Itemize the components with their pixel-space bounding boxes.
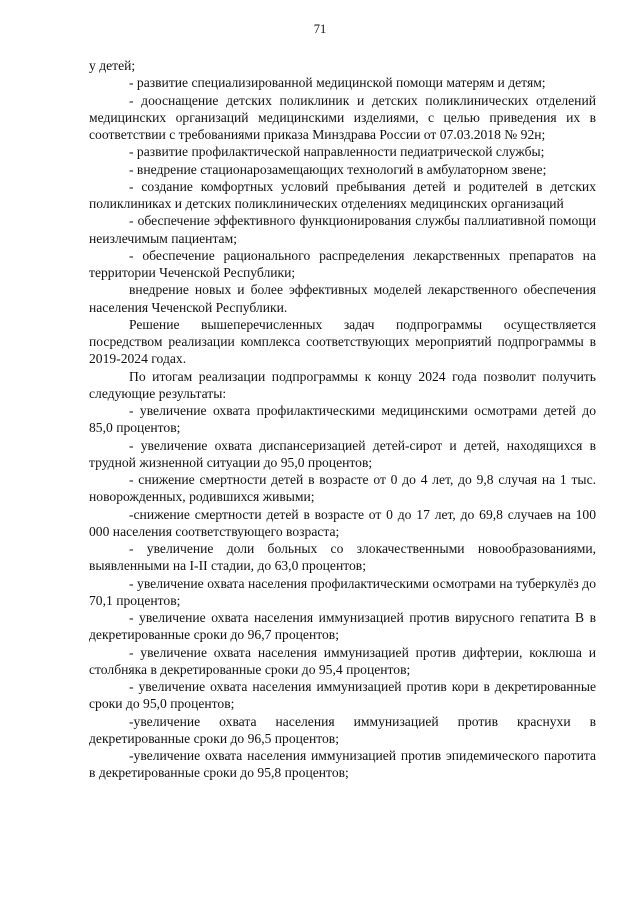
paragraph: у детей; (89, 58, 136, 73)
paragraph: Решение вышеперечисленных задач подпрограммы осуществляется посредством реализации комплекса соответствующих мероприятий подпрограммы в 2019-2024 годах. (89, 316, 596, 367)
paragraph: -увеличение охвата населения иммунизацией против краснухи в декретированные сроки до 96,5 процентов; (89, 713, 596, 746)
paragraph: - увеличение охвата населения иммунизацией против дифтерии, коклюша и столбняка в декретированные сроки до 95,4 процентов; (89, 644, 596, 677)
paragraph: - внедрение стационарозамещающих технологий в амбулаторном звене; (129, 161, 547, 177)
paragraph: - увеличение охвата профилактическими медицинскими осмотрами детей до 85,0 процентов; (89, 403, 596, 436)
paragraph: - развитие специализированной медицинской помощи матерям и детям; (129, 75, 546, 91)
paragraph: По итогам реализации подпрограммы к концу 2024 года позволит получить следующие результаты: (89, 368, 596, 401)
paragraph: - снижение смертности детей в возрасте от 0 до 4 лет, до 9,8 случая на 1 тыс. новорожденных, родившихся живыми; (89, 472, 596, 505)
paragraph: - дооснащение детских поликлиник и детских поликлинических отделений медицинских организаций медицинскими изделиями, с целью приведения их в соответствии с требованиями приказа Минздрава России от 07.03.2018 № 92н; (89, 92, 596, 142)
paragraph: -снижение смертности детей в возрасте от 0 до 17 лет, до 69,8 случаев на 100 000 населения соответствующего возраста; (89, 506, 596, 539)
paragraph: - развитие профилактической направленности педиатрической службы; (129, 144, 545, 160)
paragraph: -увеличение охвата населения иммунизацией против эпидемического паротита в декретированные сроки до 95,8 процентов; (89, 748, 596, 781)
page-number: 71 (313, 22, 327, 36)
document-body (89, 57, 596, 782)
paragraph: - обеспечение эффективного функционирования службы паллиативной помощи неизлечимым пациентам; (89, 213, 596, 246)
paragraph: - увеличение охвата населения иммунизацией против вирусного гепатита В в декретированные сроки до 96,7 процентов; (89, 610, 596, 643)
paragraph: - увеличение охвата населения профилактическими осмотрами на туберкулёз до 70,1 процентов; (89, 575, 596, 608)
paragraph: внедрение новых и более эффективных моделей лекарственного обеспечения населения Чеченской Республики. (89, 282, 596, 315)
paragraph: - обеспечение рационального распределения лекарственных препаратов на территории Чеченской Республики; (89, 247, 596, 280)
paragraph: - увеличение охвата населения иммунизацией против кори в декретированные сроки до 95,0 процентов; (89, 679, 596, 712)
paragraph: - создание комфортных условий пребывания детей и родителей в детских поликлиниках и детских поликлинических отделениях медицинских организаций (89, 178, 596, 211)
paragraph: - увеличение доли больных со злокачественными новообразованиями, выявленными на I-II стадии, до 63,0 процентов; (89, 541, 596, 574)
paragraph: - увеличение охвата диспансеризацией детей-сирот и детей, находящихся в трудной жизненной ситуации до 95,0 процентов; (89, 437, 596, 470)
